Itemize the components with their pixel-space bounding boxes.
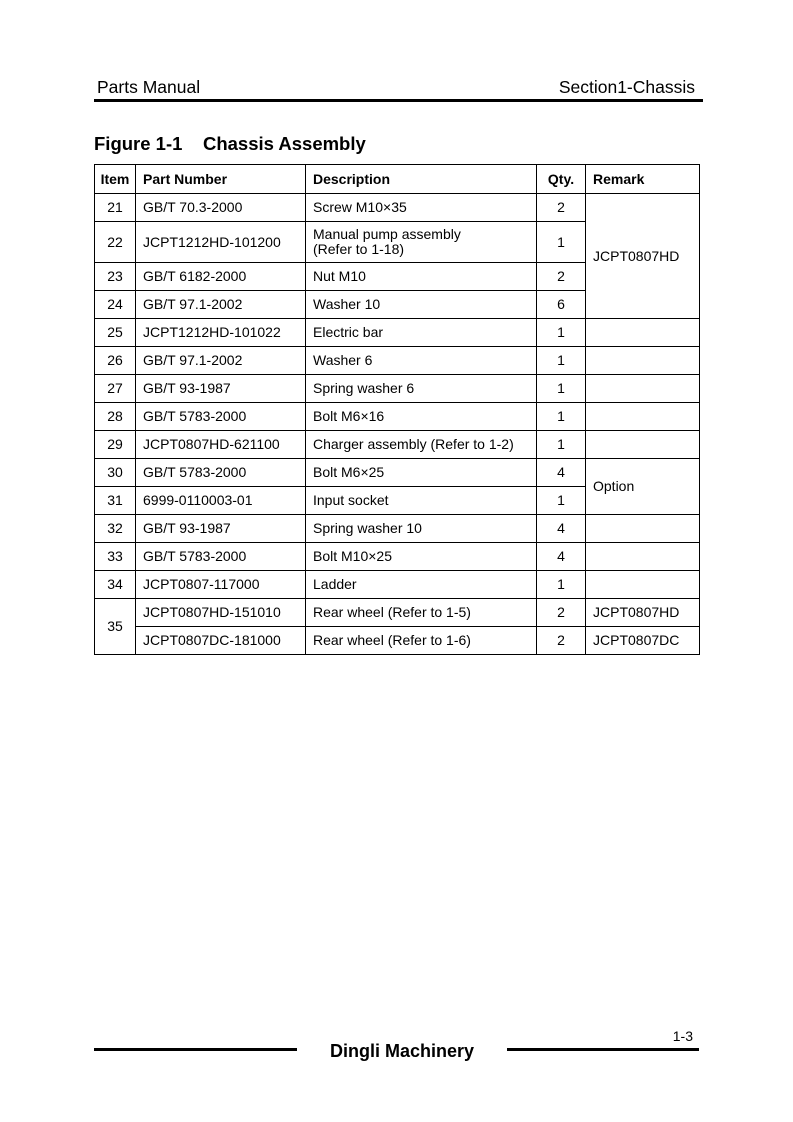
parts-table [94, 164, 700, 655]
table-row [95, 459, 700, 487]
part-number-cell: JCPT0807DC-181000 [136, 627, 306, 655]
qty-cell: 6 [537, 291, 586, 319]
table-row [95, 347, 700, 375]
part-number-cell: GB/T 97.1-2002 [136, 347, 306, 375]
footer-rule-right [507, 1048, 699, 1051]
description-cell: Rear wheel (Refer to 1-6) [306, 627, 537, 655]
description-cell: Electric bar [306, 319, 537, 347]
item-cell: 22 [95, 222, 136, 263]
part-number-cell: JCPT0807-117000 [136, 571, 306, 599]
description-cell: Charger assembly (Refer to 1-2) [306, 431, 537, 459]
item-cell: 32 [95, 515, 136, 543]
qty-cell: 4 [537, 459, 586, 487]
qty-cell: 2 [537, 194, 586, 222]
col-header-part-number: Part Number [136, 165, 306, 194]
table-row [95, 599, 700, 627]
qty-cell: 2 [537, 263, 586, 291]
description-cell: Input socket [306, 487, 537, 515]
qty-cell: 1 [537, 431, 586, 459]
qty-cell: 2 [537, 599, 586, 627]
description-cell: Bolt M10×25 [306, 543, 537, 571]
table-row [95, 543, 700, 571]
item-cell: 24 [95, 291, 136, 319]
description-cell: Spring washer 6 [306, 375, 537, 403]
table-row [95, 403, 700, 431]
part-number-cell: JCPT1212HD-101022 [136, 319, 306, 347]
part-number-cell: GB/T 6182-2000 [136, 263, 306, 291]
remark-cell: JCPT0807HD [586, 194, 700, 319]
item-cell: 21 [95, 194, 136, 222]
footer-company-name: Dingli Machinery [329, 1041, 475, 1061]
table-row [95, 515, 700, 543]
col-header-qty: Qty. [537, 165, 586, 194]
item-cell: 29 [95, 431, 136, 459]
item-cell: 26 [95, 347, 136, 375]
remark-cell [586, 571, 700, 599]
part-number-cell: GB/T 70.3-2000 [136, 194, 306, 222]
item-cell: 31 [95, 487, 136, 515]
remark-cell: Option [586, 459, 700, 515]
header-divider [94, 99, 703, 102]
item-cell: 27 [95, 375, 136, 403]
part-number-cell: GB/T 5783-2000 [136, 543, 306, 571]
part-number-cell: JCPT0807HD-151010 [136, 599, 306, 627]
item-cell: 23 [95, 263, 136, 291]
header-manual-title: Parts Manual [97, 77, 201, 97]
remark-cell [586, 515, 700, 543]
part-number-cell: JCPT1212HD-101200 [136, 222, 306, 263]
remark-cell [586, 375, 700, 403]
description-cell: Ladder [306, 571, 537, 599]
qty-cell: 1 [537, 487, 586, 515]
table-row [95, 627, 700, 655]
item-cell: 28 [95, 403, 136, 431]
item-cell: 35 [95, 599, 136, 655]
table-row [95, 194, 700, 222]
qty-cell: 4 [537, 543, 586, 571]
qty-cell: 1 [537, 319, 586, 347]
table-row [95, 571, 700, 599]
description-cell: Screw M10×35 [306, 194, 537, 222]
qty-cell: 2 [537, 627, 586, 655]
remark-cell [586, 543, 700, 571]
remark-cell [586, 319, 700, 347]
item-cell: 34 [95, 571, 136, 599]
description-cell: Rear wheel (Refer to 1-5) [306, 599, 537, 627]
part-number-cell: GB/T 5783-2000 [136, 403, 306, 431]
part-number-cell: 6999-0110003-01 [136, 487, 306, 515]
col-header-remark: Remark [586, 165, 700, 194]
table-row [95, 431, 700, 459]
table-row [95, 319, 700, 347]
qty-cell: 4 [537, 515, 586, 543]
part-number-cell: GB/T 5783-2000 [136, 459, 306, 487]
col-header-description: Description [306, 165, 537, 194]
qty-cell: 1 [537, 222, 586, 263]
figure-title: Figure 1-1 Chassis Assembly [94, 133, 366, 154]
description-line: Manual pump assembly [313, 226, 461, 242]
description-cell: Washer 6 [306, 347, 537, 375]
table-header-row [95, 165, 700, 194]
col-header-item: Item [95, 165, 136, 194]
item-cell: 33 [95, 543, 136, 571]
qty-cell: 1 [537, 571, 586, 599]
description-cell: Bolt M6×25 [306, 459, 537, 487]
remark-cell [586, 403, 700, 431]
remark-cell [586, 431, 700, 459]
remark-cell: JCPT0807HD [586, 599, 700, 627]
qty-cell: 1 [537, 347, 586, 375]
part-number-cell: GB/T 97.1-2002 [136, 291, 306, 319]
header-section-title: Section1-Chassis [558, 77, 695, 97]
description-cell: Washer 10 [306, 291, 537, 319]
item-cell: 25 [95, 319, 136, 347]
remark-cell: JCPT0807DC [586, 627, 700, 655]
table-row [95, 375, 700, 403]
part-number-cell: GB/T 93-1987 [136, 515, 306, 543]
page-number: 1-3 [672, 1028, 693, 1044]
description-cell: Nut M10 [306, 263, 537, 291]
description-line: (Refer to 1-18) [313, 241, 405, 257]
part-number-cell: JCPT0807HD-621100 [136, 431, 306, 459]
description-cell: Spring washer 10 [306, 515, 537, 543]
page-header [94, 77, 703, 101]
description-cell [306, 222, 537, 263]
remark-cell [586, 347, 700, 375]
footer-rule-left [94, 1048, 297, 1051]
part-number-cell: GB/T 93-1987 [136, 375, 306, 403]
qty-cell: 1 [537, 403, 586, 431]
item-cell: 30 [95, 459, 136, 487]
qty-cell: 1 [537, 375, 586, 403]
description-cell: Bolt M6×16 [306, 403, 537, 431]
